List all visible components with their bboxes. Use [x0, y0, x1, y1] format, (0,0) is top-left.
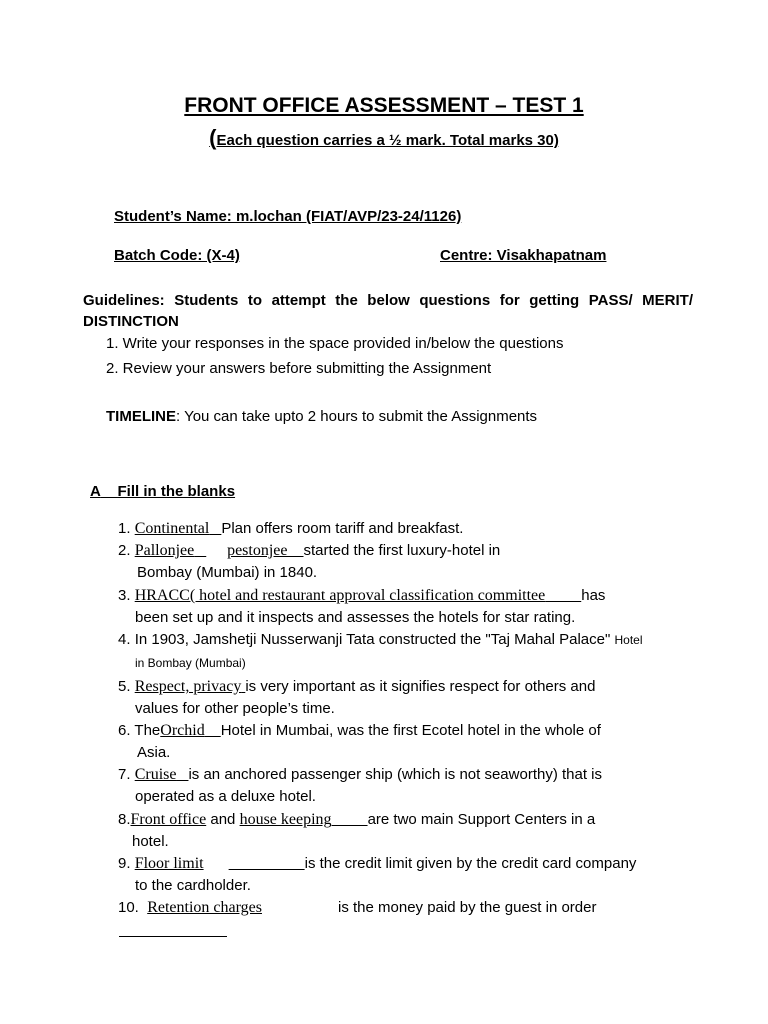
guidelines-line-2: DISTINCTION [83, 313, 179, 330]
q3-text: has [581, 587, 606, 604]
q3-answer: HRACC( hotel and restaurant approval classification committee [134, 587, 546, 604]
q2-answer-2: pestonjee [227, 542, 288, 559]
q8-text: are two main Support Centers in a [367, 811, 596, 828]
timeline-text: : You can take upto 2 hours to submit the Assignments [176, 408, 538, 425]
q2-number: 2. [118, 542, 131, 559]
page-subtitle [0, 125, 768, 151]
section-a-letter: A [90, 483, 101, 500]
centre: Centre: Visakhapatnam [440, 247, 607, 264]
batch-code: Batch Code: (X-4) [114, 247, 240, 264]
q10-text: is the money paid by the guest in order [338, 899, 597, 916]
q9-number: 9. [118, 855, 131, 872]
question-1 [118, 520, 463, 538]
q6-number: 6. [118, 722, 131, 739]
q4-continuation: in Bombay (Mumbai) [135, 656, 246, 670]
guideline-item-2: 2. Review your answers before submitting the Assignment [106, 360, 492, 377]
q1-text: Plan offers room tariff and breakfast. [221, 520, 464, 537]
question-7 [118, 766, 602, 784]
q8-continuation: hotel. [132, 833, 169, 850]
question-4 [118, 631, 643, 648]
question-10 [118, 899, 262, 917]
question-6 [118, 722, 601, 740]
q5-continuation: values for other people’s time. [135, 700, 335, 717]
guidelines-line-1: Guidelines: Students to attempt the below questions for getting PASS/ MERIT/ [83, 292, 693, 309]
q4-small-text: Hotel [614, 633, 643, 647]
question-2 [118, 542, 500, 560]
section-a-heading [90, 483, 235, 500]
q7-continuation: operated as a deluxe hotel. [135, 788, 316, 805]
timeline [106, 408, 537, 425]
q9-answer: Floor limit [134, 855, 204, 872]
q7-number: 7. [118, 766, 131, 783]
question-5 [118, 678, 595, 696]
q10-answer: Retention charges [147, 899, 262, 916]
q6-pre: The [134, 722, 161, 739]
q6-continuation: Asia. [137, 744, 171, 761]
q9-text: is the credit limit given by the credit card company [304, 855, 637, 872]
q3-number: 3. [118, 587, 131, 604]
timeline-label: TIMELINE [106, 408, 176, 425]
q6-answer: Orchid [160, 722, 205, 739]
q8-number: 8. [118, 811, 131, 828]
q7-text: is an anchored passenger ship (which is not seaworthy) that is [188, 766, 603, 783]
q5-text: is very important as it signifies respect for others and [245, 678, 596, 695]
q10-number: 10. [118, 899, 139, 916]
subtitle-text: Each question carries a ½ mark. Total marks 30) [216, 132, 559, 149]
q1-number: 1. [118, 520, 131, 537]
q3-continuation: been set up and it inspects and assesses the hotels for star rating. [135, 609, 576, 626]
section-a-title: Fill in the blanks [117, 483, 236, 500]
subtitle-paren: ( [209, 125, 217, 150]
page-title: FRONT OFFICE ASSESSMENT – TEST 1 [184, 94, 584, 117]
question-8 [118, 811, 595, 829]
q2-text: started the first luxury-hotel in [303, 542, 501, 559]
question-9 [118, 855, 636, 873]
q6-text: Hotel in Mumbai, was the first Ecotel hotel in the whole of [220, 722, 601, 739]
q10-blank-line [119, 936, 227, 937]
q2-continuation: Bombay (Mumbai) in 1840. [137, 564, 318, 581]
student-name: Student’s Name: m.lochan (FIAT/AVP/23-24/1126) [114, 208, 462, 225]
q8-mid: and [210, 811, 236, 828]
q5-answer: Respect, privacy [134, 678, 242, 695]
q5-number: 5. [118, 678, 131, 695]
q8-answer-2: house keeping [239, 811, 332, 828]
q8-answer-1: Front office [130, 811, 207, 828]
q4-number: 4. [118, 631, 131, 648]
q2-answer-1: Pallonjee [134, 542, 195, 559]
q1-answer: Continental [134, 520, 210, 537]
guideline-item-1: 1. Write your responses in the space provided in/below the questions [106, 335, 564, 352]
q9-continuation: to the cardholder. [135, 877, 251, 894]
q4-text: In 1903, Jamshetji Nusserwanji Tata constructed the "Taj Mahal Palace" [134, 631, 611, 648]
question-3 [118, 587, 605, 605]
q7-answer: Cruise [134, 766, 177, 783]
